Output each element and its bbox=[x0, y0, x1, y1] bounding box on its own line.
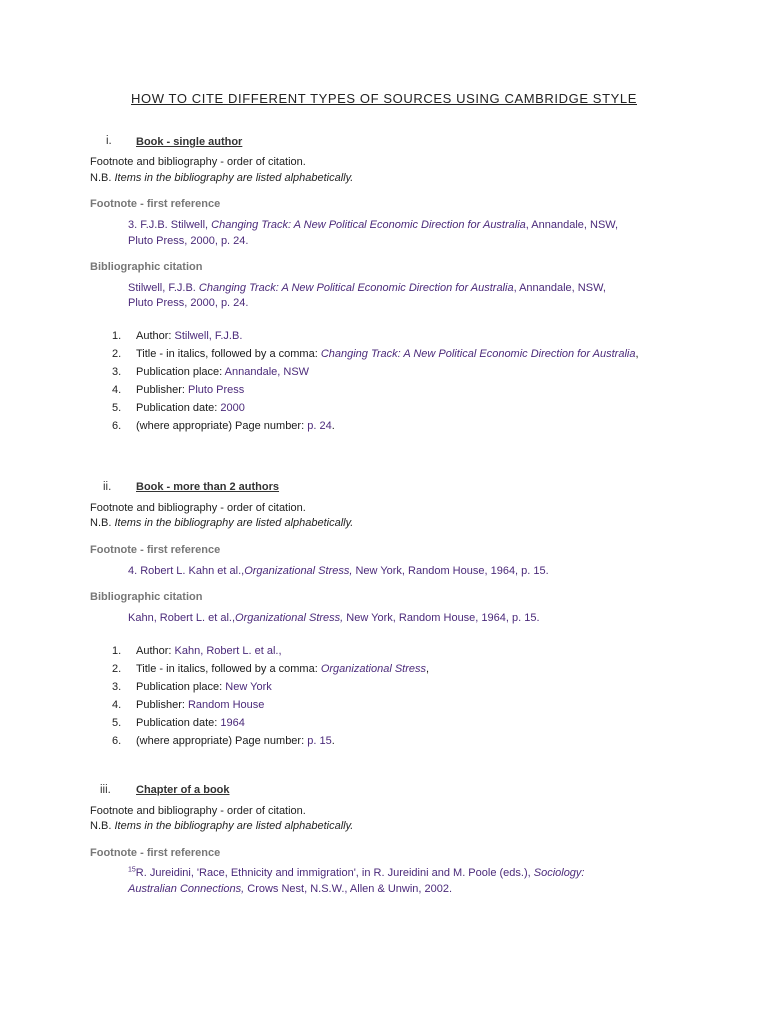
list-value: Annandale, NSW bbox=[224, 366, 310, 378]
list-tail: , bbox=[426, 663, 430, 675]
list-item bbox=[112, 660, 429, 678]
bib-title: Changing Track: A New Political Economic Direction for Australia bbox=[198, 282, 514, 294]
list-value: p. 24 bbox=[307, 420, 332, 432]
footnote-title-cont: Australian Connections, bbox=[128, 883, 245, 895]
list-item bbox=[112, 696, 429, 714]
list-tail: . bbox=[331, 735, 335, 747]
list-item bbox=[112, 363, 639, 381]
footnote-label: Footnote - first reference bbox=[90, 544, 221, 556]
list-item bbox=[112, 642, 429, 660]
footnote-title: Organizational Stress, bbox=[244, 565, 353, 577]
list-label: Publication place: bbox=[136, 366, 225, 378]
list-tail: , bbox=[635, 348, 639, 360]
list-item bbox=[112, 345, 639, 363]
list-value: Kahn, Robert L. et al., bbox=[174, 645, 282, 657]
list-item bbox=[112, 417, 639, 435]
bib-title: Organizational Stress, bbox=[235, 612, 344, 624]
intro-line: Footnote and bibliography - order of citation. bbox=[90, 156, 306, 168]
list-number: 1. bbox=[112, 330, 122, 342]
list-label: Publication date: bbox=[136, 402, 221, 414]
footnote-number: 15 bbox=[128, 866, 136, 874]
list-number: 2. bbox=[112, 663, 122, 675]
footnote-rest: New York, Random House, 1964, p. 15. bbox=[352, 565, 549, 577]
footnote-title: Changing Track: A New Political Economic Direction for Australia bbox=[211, 219, 526, 231]
list-value: Changing Track: A New Political Economic Direction for Australia bbox=[320, 348, 636, 360]
list-number: 6. bbox=[112, 735, 122, 747]
list-value: Organizational Stress bbox=[320, 663, 426, 675]
footnote-title: Sociology: bbox=[533, 867, 585, 879]
nb-label: N.B. bbox=[90, 517, 112, 529]
list-value: New York bbox=[225, 681, 272, 693]
nb-text: Items in the bibliography are listed alphabetically. bbox=[114, 820, 354, 832]
list-tail: . bbox=[331, 420, 335, 432]
footnote-label: Footnote - first reference bbox=[90, 847, 221, 859]
nb-text: Items in the bibliography are listed alphabetically. bbox=[114, 172, 354, 184]
nb-line bbox=[90, 820, 353, 832]
section-number: i. bbox=[106, 135, 112, 147]
list-item bbox=[112, 714, 429, 732]
footnote-line-2: Pluto Press, 2000, p. 24. bbox=[128, 235, 249, 247]
page-title: HOW TO CITE DIFFERENT TYPES OF SOURCES USING CAMBRIDGE STYLE bbox=[131, 91, 637, 106]
intro-line: Footnote and bibliography - order of citation. bbox=[90, 805, 306, 817]
bib-label: Bibliographic citation bbox=[90, 591, 203, 603]
bib-line-1 bbox=[128, 282, 606, 294]
bib-author: Stilwell, F.J.B. bbox=[128, 282, 196, 294]
list-value: Stilwell, F.J.B. bbox=[174, 330, 243, 342]
footnote-line-1 bbox=[128, 867, 585, 879]
section-heading: Chapter of a book bbox=[136, 784, 230, 796]
footnote-rest: , Annandale, NSW, bbox=[525, 219, 619, 231]
nb-text: Items in the bibliography are listed alphabetically. bbox=[114, 517, 354, 529]
list-label: Title - in italics, followed by a comma: bbox=[136, 348, 321, 360]
list-value: 2000 bbox=[220, 402, 245, 414]
element-list bbox=[112, 642, 429, 750]
nb-line bbox=[90, 517, 353, 529]
bib-label: Bibliographic citation bbox=[90, 261, 203, 273]
list-value: Random House bbox=[187, 699, 265, 711]
nb-label: N.B. bbox=[90, 820, 112, 832]
bib-line-2: Pluto Press, 2000, p. 24. bbox=[128, 297, 249, 309]
list-number: 4. bbox=[112, 384, 122, 396]
list-value: Pluto Press bbox=[187, 384, 245, 396]
list-number: 6. bbox=[112, 420, 122, 432]
bib-author: Kahn, Robert L. et al., bbox=[128, 612, 236, 624]
footnote-line-2 bbox=[128, 883, 452, 895]
list-label: Publisher: bbox=[136, 699, 188, 711]
list-item bbox=[112, 399, 639, 417]
footnote-label: Footnote - first reference bbox=[90, 198, 221, 210]
footnote-rest: Crows Nest, N.S.W., Allen & Unwin, 2002. bbox=[244, 883, 453, 895]
bib-rest: , Annandale, NSW, bbox=[513, 282, 606, 294]
list-item bbox=[112, 327, 639, 345]
list-item bbox=[112, 678, 429, 696]
intro-line: Footnote and bibliography - order of citation. bbox=[90, 502, 306, 514]
list-number: 2. bbox=[112, 348, 122, 360]
list-label: Title - in italics, followed by a comma: bbox=[136, 663, 321, 675]
footnote-author: R. Jureidini, 'Race, Ethnicity and immigration', in R. Jureidini and M. Poole (eds.), bbox=[135, 867, 531, 879]
list-label: Author: bbox=[136, 330, 175, 342]
footnote-author: 4. Robert L. Kahn et al., bbox=[128, 565, 245, 577]
list-item bbox=[112, 732, 429, 750]
footnote-line-1 bbox=[128, 219, 618, 231]
nb-line bbox=[90, 172, 353, 184]
list-number: 3. bbox=[112, 681, 122, 693]
footnote-line-1 bbox=[128, 565, 549, 577]
element-list bbox=[112, 327, 639, 435]
section-heading: Book - more than 2 authors bbox=[136, 481, 280, 493]
list-label: Publication date: bbox=[136, 717, 221, 729]
bib-rest: New York, Random House, 1964, p. 15. bbox=[343, 612, 540, 624]
list-label: (where appropriate) Page number: bbox=[136, 420, 308, 432]
section-heading: Book - single author bbox=[136, 136, 243, 148]
list-number: 1. bbox=[112, 645, 122, 657]
list-label: Publication place: bbox=[136, 681, 226, 693]
list-number: 5. bbox=[112, 717, 122, 729]
footnote-author: 3. F.J.B. Stilwell, bbox=[128, 219, 209, 231]
list-number: 4. bbox=[112, 699, 122, 711]
section-number: iii. bbox=[100, 784, 111, 796]
list-number: 5. bbox=[112, 402, 122, 414]
list-value: p. 15 bbox=[307, 735, 332, 747]
list-label: Author: bbox=[136, 645, 175, 657]
section-number: ii. bbox=[103, 481, 112, 493]
list-number: 3. bbox=[112, 366, 122, 378]
bib-line-1 bbox=[128, 612, 540, 624]
list-label: Publisher: bbox=[136, 384, 188, 396]
list-value: 1964 bbox=[220, 717, 245, 729]
list-label: (where appropriate) Page number: bbox=[136, 735, 308, 747]
list-item bbox=[112, 381, 639, 399]
nb-label: N.B. bbox=[90, 172, 112, 184]
